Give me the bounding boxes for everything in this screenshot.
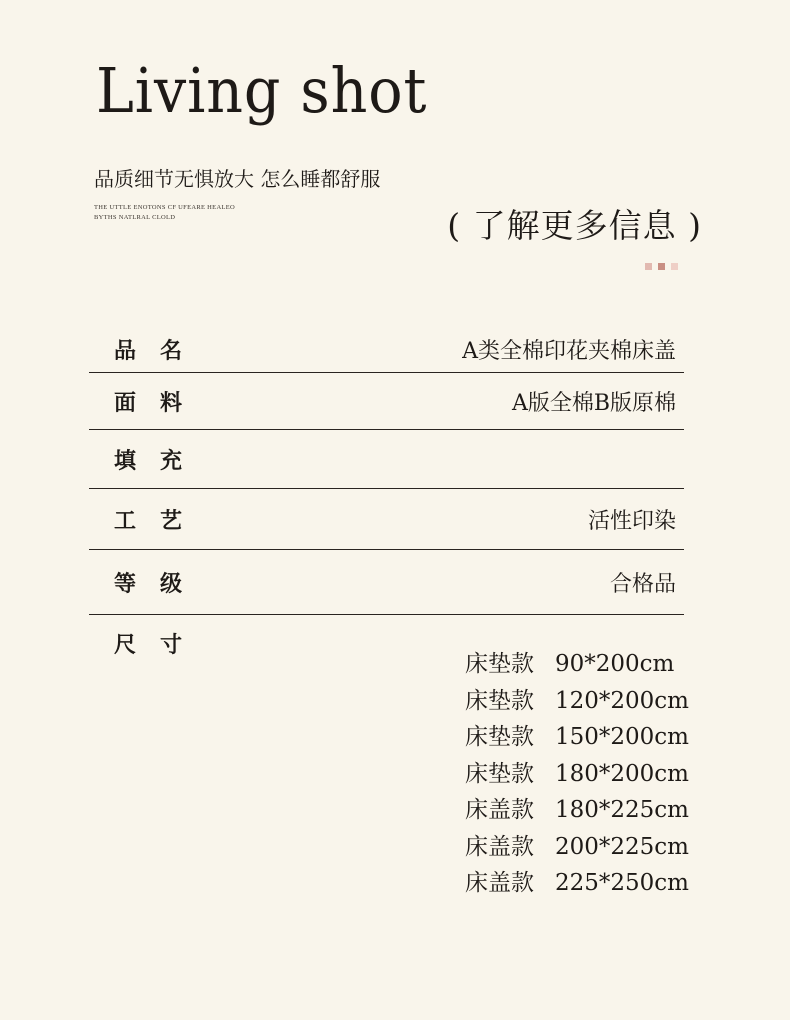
size-type: 床盖款 — [465, 797, 534, 823]
size-item — [465, 719, 689, 756]
size-type: 床垫款 — [465, 724, 534, 750]
size-dimension: 225*250cm — [555, 870, 689, 896]
spec-row-filling — [89, 430, 684, 489]
size-item — [465, 756, 689, 793]
spec-row-grade — [89, 550, 684, 615]
spec-table — [89, 326, 689, 896]
spec-row-name — [89, 326, 684, 373]
tagline-line-1: THE UTTLE ENOTONS CF UFEARE HEALEO — [94, 204, 235, 211]
size-list — [465, 646, 689, 902]
size-item — [465, 829, 689, 866]
size-dimension: 90*200cm — [555, 651, 675, 677]
size-item — [465, 646, 689, 683]
decorative-dots — [645, 263, 678, 270]
spec-label: 等级 — [114, 570, 207, 597]
tagline-line-2: BYTHS NATLRAL CLOLD — [94, 214, 176, 221]
size-type: 床盖款 — [465, 870, 534, 896]
spec-label: 工艺 — [114, 507, 207, 534]
dot-3 — [671, 263, 678, 270]
size-item — [465, 865, 689, 902]
more-info-link[interactable]: ( 了解更多信息 ) — [447, 206, 702, 245]
size-item — [465, 792, 689, 829]
dot-2 — [658, 263, 665, 270]
spec-label: 面料 — [114, 389, 207, 416]
brand-title: Living shot — [96, 54, 428, 127]
size-type: 床垫款 — [465, 760, 534, 787]
subtitle: 品质细节无惧放大 怎么睡都舒服 — [94, 167, 381, 191]
size-dimension: 180*225cm — [555, 797, 689, 823]
size-label: 尺寸 — [114, 632, 207, 658]
size-dimension: 150*200cm — [555, 724, 689, 750]
spec-value: A版全棉B版原棉 — [511, 390, 676, 416]
spec-value: 合格品 — [609, 571, 676, 597]
size-type: 床盖款 — [465, 833, 534, 860]
size-section — [89, 614, 689, 914]
spec-label: 填充 — [114, 447, 207, 474]
size-item — [465, 683, 689, 720]
dot-1 — [645, 263, 652, 270]
spec-row-craft — [89, 489, 684, 550]
spec-row-fabric — [89, 373, 684, 430]
spec-value: 活性印染 — [587, 508, 676, 534]
spec-value: A类全棉印花夹棉床盖 — [462, 338, 676, 364]
size-dimension: 120*200cm — [555, 687, 689, 714]
size-dimension: 200*225cm — [555, 833, 689, 860]
size-type: 床垫款 — [465, 687, 534, 714]
size-dimension: 180*200cm — [555, 760, 689, 787]
size-type: 床垫款 — [465, 651, 534, 677]
spec-label: 品名 — [114, 337, 207, 364]
